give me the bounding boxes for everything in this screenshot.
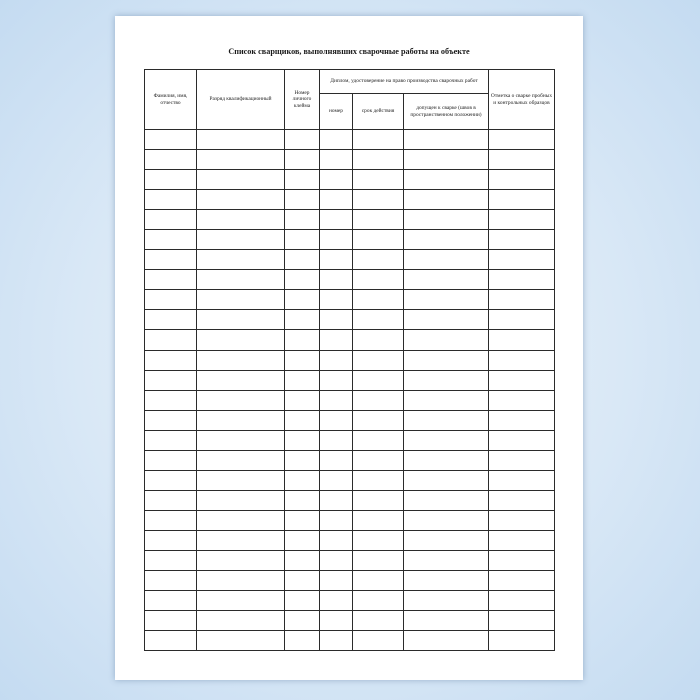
table-cell[interactable] [197,210,285,230]
table-row [145,571,555,591]
table-cell[interactable] [145,370,197,390]
table-cell[interactable] [285,510,320,530]
table-cell[interactable] [197,290,285,310]
table-cell[interactable] [404,130,489,150]
table-cell[interactable] [145,410,197,430]
table-cell[interactable] [285,150,320,170]
table-cell[interactable] [197,510,285,530]
table-cell[interactable] [353,310,404,330]
table-cell[interactable] [320,631,353,651]
table-cell[interactable] [320,250,353,270]
table-cell[interactable] [145,390,197,410]
table-cell[interactable] [489,591,555,611]
table-cell[interactable] [285,210,320,230]
table-cell[interactable] [404,390,489,410]
table-cell[interactable] [489,350,555,370]
table-cell[interactable] [404,190,489,210]
table-cell[interactable] [320,330,353,350]
table-cell[interactable] [489,410,555,430]
table-cell[interactable] [353,210,404,230]
table-cell[interactable] [489,390,555,410]
table-cell[interactable] [197,490,285,510]
table-row [145,210,555,230]
table-row [145,490,555,510]
table-cell[interactable] [353,450,404,470]
table-cell[interactable] [285,190,320,210]
table-cell[interactable] [489,370,555,390]
table-cell[interactable] [197,230,285,250]
table-cell[interactable] [285,290,320,310]
table-cell[interactable] [353,230,404,250]
table-cell[interactable] [489,210,555,230]
table-cell[interactable] [404,470,489,490]
table-cell[interactable] [489,611,555,631]
table-cell[interactable] [489,550,555,570]
table-cell[interactable] [353,430,404,450]
table-body [145,130,555,651]
table-cell[interactable] [145,230,197,250]
table-cell[interactable] [353,571,404,591]
table-row [145,230,555,250]
table-cell[interactable] [489,150,555,170]
table-row [145,611,555,631]
table-cell[interactable] [404,571,489,591]
table-cell[interactable] [197,190,285,210]
table-cell[interactable] [489,230,555,250]
table-cell[interactable] [404,330,489,350]
table-row [145,450,555,470]
table-cell[interactable] [285,250,320,270]
table-cell[interactable] [320,410,353,430]
table-cell[interactable] [320,130,353,150]
table-cell[interactable] [404,591,489,611]
table-cell[interactable] [145,350,197,370]
table-cell[interactable] [285,631,320,651]
table-cell[interactable] [404,250,489,270]
table-cell[interactable] [197,250,285,270]
table-cell[interactable] [197,390,285,410]
table-cell[interactable] [404,170,489,190]
table-cell[interactable] [320,210,353,230]
table-cell[interactable] [353,470,404,490]
table-cell[interactable] [404,510,489,530]
table-cell[interactable] [353,190,404,210]
table-cell[interactable] [320,370,353,390]
table-cell[interactable] [320,550,353,570]
table-cell[interactable] [404,631,489,651]
table-cell[interactable] [353,250,404,270]
table-row [145,190,555,210]
table-cell[interactable] [197,430,285,450]
table-cell[interactable] [285,470,320,490]
table-cell[interactable] [320,430,353,450]
table-cell[interactable] [285,490,320,510]
table-cell[interactable] [197,350,285,370]
table-cell[interactable] [197,450,285,470]
table-cell[interactable] [320,490,353,510]
table-cell[interactable] [353,350,404,370]
table-cell[interactable] [285,130,320,150]
table-cell[interactable] [353,170,404,190]
table-cell[interactable] [353,490,404,510]
table-row [145,370,555,390]
table-cell[interactable] [197,611,285,631]
table-cell[interactable] [353,550,404,570]
table-cell[interactable] [145,490,197,510]
table-cell[interactable] [320,350,353,370]
table-cell[interactable] [285,230,320,250]
table-row [145,290,555,310]
header-nomer: номер [320,94,353,130]
table-cell[interactable] [489,130,555,150]
table-cell[interactable] [145,510,197,530]
table-cell[interactable] [145,330,197,350]
table-cell[interactable] [353,591,404,611]
table-cell[interactable] [145,310,197,330]
table-row [145,310,555,330]
table-cell[interactable] [145,150,197,170]
table-cell[interactable] [353,390,404,410]
table-row [145,270,555,290]
welders-table [144,69,555,651]
table-cell[interactable] [353,330,404,350]
table-cell[interactable] [320,150,353,170]
table-cell[interactable] [197,270,285,290]
table-cell[interactable] [320,571,353,591]
table-cell[interactable] [197,150,285,170]
table-row [145,330,555,350]
table-cell[interactable] [489,490,555,510]
table-row [145,430,555,450]
table-cell[interactable] [489,530,555,550]
table-row [145,530,555,550]
table-cell[interactable] [197,330,285,350]
table-cell[interactable] [145,470,197,490]
table-cell[interactable] [320,170,353,190]
table-cell[interactable] [285,310,320,330]
table-cell[interactable] [197,170,285,190]
table-cell[interactable] [285,571,320,591]
table-cell[interactable] [285,591,320,611]
table-cell[interactable] [320,390,353,410]
table-cell[interactable] [285,611,320,631]
table-cell[interactable] [145,550,197,570]
table-header-row-1 [145,70,555,94]
table-cell[interactable] [489,290,555,310]
table-cell[interactable] [320,510,353,530]
table-cell[interactable] [489,310,555,330]
table-cell[interactable] [404,370,489,390]
table-cell[interactable] [145,611,197,631]
table-cell[interactable] [285,530,320,550]
table-cell[interactable] [197,530,285,550]
table-cell[interactable] [145,130,197,150]
table-cell[interactable] [285,330,320,350]
header-fio: Фамилия, имя, отчество [145,70,197,130]
table-cell[interactable] [353,270,404,290]
table-cell[interactable] [404,611,489,631]
table-cell[interactable] [197,571,285,591]
table-cell[interactable] [489,190,555,210]
table-cell[interactable] [320,611,353,631]
table-cell[interactable] [197,591,285,611]
table-cell[interactable] [404,230,489,250]
table-cell[interactable] [489,510,555,530]
table-cell[interactable] [489,470,555,490]
table-row [145,390,555,410]
table-cell[interactable] [320,530,353,550]
table-cell[interactable] [145,270,197,290]
table-cell[interactable] [353,530,404,550]
table-cell[interactable] [353,150,404,170]
table-cell[interactable] [197,470,285,490]
table-cell[interactable] [404,270,489,290]
table-cell[interactable] [489,631,555,651]
table-cell[interactable] [285,410,320,430]
table-row [145,631,555,651]
table-cell[interactable] [353,410,404,430]
table-cell[interactable] [320,310,353,330]
table-cell[interactable] [145,250,197,270]
table-cell[interactable] [404,430,489,450]
table-cell[interactable] [285,270,320,290]
document-title: Список сварщиков, выполнявших сварочные работы на объекте [228,47,470,56]
table-cell[interactable] [197,410,285,430]
table-cell[interactable] [489,250,555,270]
table-cell[interactable] [320,190,353,210]
table-cell[interactable] [145,530,197,550]
table-cell[interactable] [489,450,555,470]
table-row [145,130,555,150]
table-cell[interactable] [145,210,197,230]
table-cell[interactable] [197,310,285,330]
table-cell[interactable] [145,430,197,450]
table-row [145,410,555,430]
table-cell[interactable] [285,370,320,390]
table-cell[interactable] [197,130,285,150]
table-cell[interactable] [404,530,489,550]
table-cell[interactable] [489,270,555,290]
table-cell[interactable] [353,370,404,390]
header-kleimo: Номер личного клейма [285,70,320,130]
table-cell[interactable] [404,410,489,430]
table-cell[interactable] [404,550,489,570]
table-cell[interactable] [285,170,320,190]
table-cell[interactable] [145,591,197,611]
table-cell[interactable] [353,611,404,631]
table-cell[interactable] [353,290,404,310]
table-cell[interactable] [404,150,489,170]
table-cell[interactable] [320,290,353,310]
table-row [145,550,555,570]
table-cell[interactable] [353,510,404,530]
table-row [145,170,555,190]
table-cell[interactable] [197,550,285,570]
table-cell[interactable] [145,571,197,591]
table-cell[interactable] [145,190,197,210]
table-cell[interactable] [285,450,320,470]
table-cell[interactable] [404,490,489,510]
table-cell[interactable] [320,591,353,611]
table-cell[interactable] [320,230,353,250]
table-cell[interactable] [145,631,197,651]
header-srok: срок действия [353,94,404,130]
table-cell[interactable] [489,170,555,190]
document-page [115,16,583,680]
table-cell[interactable] [353,631,404,651]
table-cell[interactable] [404,350,489,370]
header-dopushchen: допущен к сварке (швов в пространственном положении) [404,94,489,130]
table-cell[interactable] [489,571,555,591]
header-diplom: Диплом, удостоверение на право производства сварочных работ [320,70,489,94]
table-cell[interactable] [197,631,285,651]
header-razryad: Разряд квалификационный [197,70,285,130]
table-cell[interactable] [320,470,353,490]
table-cell[interactable] [353,130,404,150]
table-cell[interactable] [285,550,320,570]
table-cell[interactable] [285,350,320,370]
table-cell[interactable] [404,290,489,310]
table-cell[interactable] [404,450,489,470]
table-cell[interactable] [489,430,555,450]
table-cell[interactable] [145,170,197,190]
table-cell[interactable] [285,390,320,410]
table-row [145,591,555,611]
table-cell[interactable] [320,270,353,290]
table-cell[interactable] [320,450,353,470]
table-cell[interactable] [404,310,489,330]
table-cell[interactable] [197,370,285,390]
table-row [145,350,555,370]
table-cell[interactable] [145,450,197,470]
table-row [145,510,555,530]
header-otmetka: Отметка о сварке пробных и контрольных образцов [489,70,555,130]
table-cell[interactable] [285,430,320,450]
table-cell[interactable] [145,290,197,310]
table-cell[interactable] [404,210,489,230]
table-cell[interactable] [489,330,555,350]
table-row [145,470,555,490]
table-row [145,250,555,270]
table-row [145,150,555,170]
